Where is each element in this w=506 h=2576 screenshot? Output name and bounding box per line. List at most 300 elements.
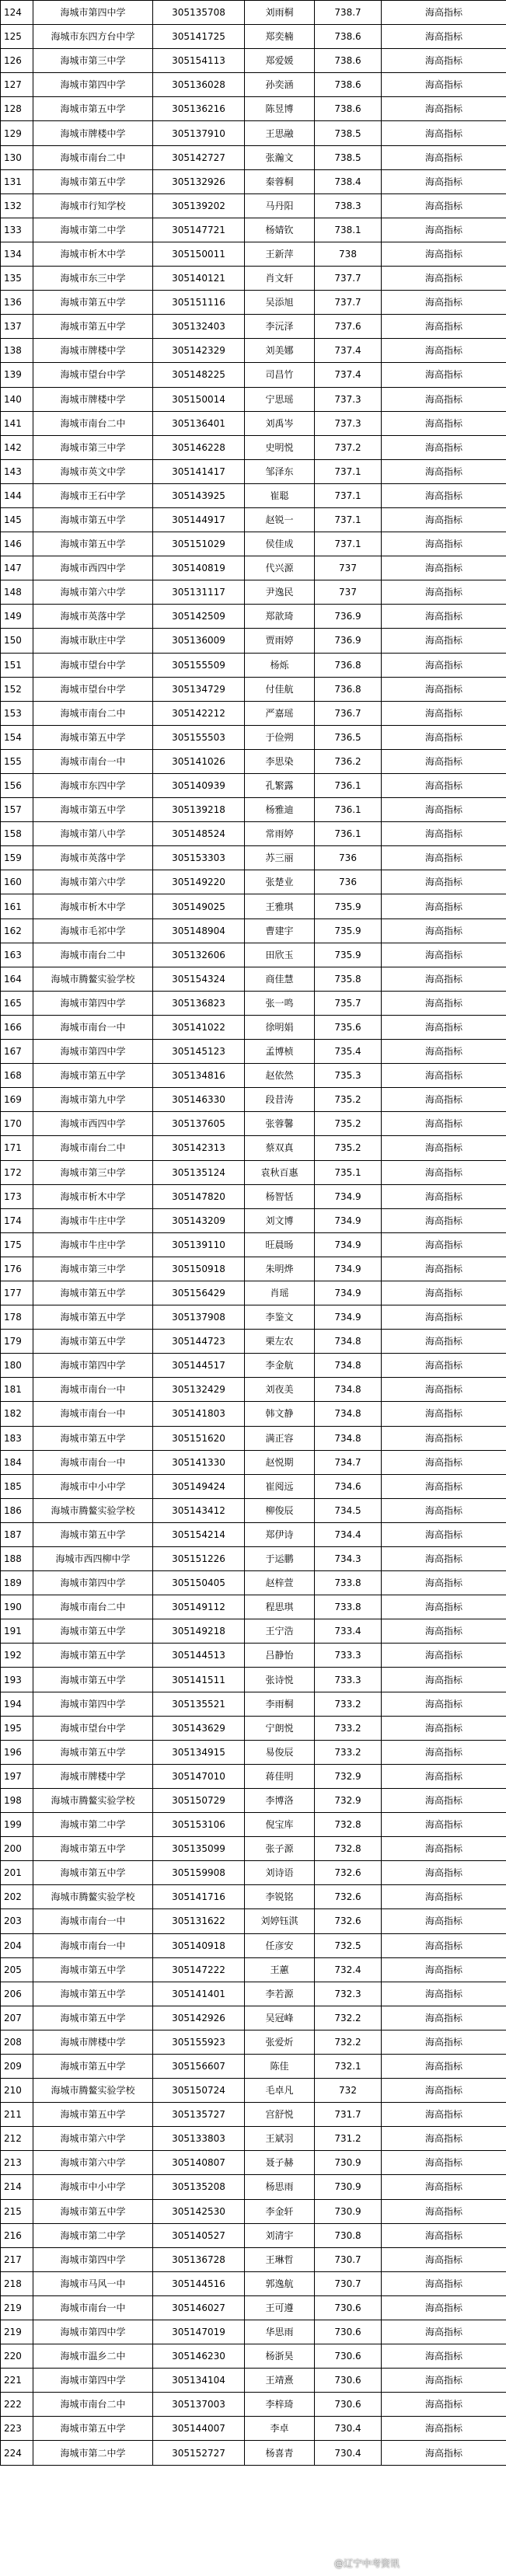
rank-cell: 195 (1, 1716, 33, 1740)
admission-type-cell: 海高指标 (382, 1354, 506, 1378)
rank-cell: 188 (1, 1547, 33, 1571)
exam-id-cell: 305151029 (153, 532, 245, 556)
exam-id-cell: 305131622 (153, 1909, 245, 1933)
table-row (1, 1909, 506, 1933)
exam-id-cell: 305149025 (153, 894, 245, 919)
student-name-cell: 刘诗语 (245, 1861, 315, 1885)
exam-id-cell: 305137910 (153, 121, 245, 145)
admission-type-cell: 海高指标 (382, 1184, 506, 1208)
admission-type-cell: 海高指标 (382, 1788, 506, 1812)
student-name-cell: 刘婷钰淇 (245, 1909, 315, 1933)
exam-id-cell: 305155509 (153, 653, 245, 677)
student-name-cell: 张子源 (245, 1837, 315, 1861)
student-name-cell: 毛卓凡 (245, 2079, 315, 2103)
admission-type-cell: 海高指标 (382, 1426, 506, 1450)
student-name-cell: 郑歆琦 (245, 605, 315, 629)
school-cell: 海城市南台二中 (33, 411, 153, 435)
exam-id-cell: 305141022 (153, 1015, 245, 1039)
admission-type-cell: 海高指标 (382, 1160, 506, 1184)
score-cell: 733.3 (315, 1644, 382, 1668)
exam-id-cell: 305140819 (153, 556, 245, 580)
admission-type-cell: 海高指标 (382, 483, 506, 507)
rank-cell: 141 (1, 411, 33, 435)
table-row (1, 846, 506, 870)
score-cell: 733.2 (315, 1740, 382, 1764)
score-cell: 730.6 (315, 2295, 382, 2320)
school-cell: 海城市第五中学 (33, 2054, 153, 2078)
rank-cell: 217 (1, 2247, 33, 2271)
student-name-cell: 李鉴文 (245, 1305, 315, 1330)
admission-type-cell: 海高指标 (382, 1330, 506, 1354)
rank-cell: 207 (1, 2006, 33, 2030)
table-row (1, 2006, 506, 2030)
score-cell: 734.8 (315, 1426, 382, 1450)
admission-type-cell: 海高指标 (382, 1644, 506, 1668)
exam-id-cell: 305141725 (153, 25, 245, 49)
student-name-cell: 杨智恬 (245, 1184, 315, 1208)
school-cell: 海城市第五中学 (33, 2199, 153, 2223)
school-cell: 海城市第五中学 (33, 1330, 153, 1354)
table-row (1, 1, 506, 25)
table-row (1, 2417, 506, 2441)
score-cell: 731.2 (315, 2127, 382, 2151)
admission-type-cell: 海高指标 (382, 1619, 506, 1644)
exam-id-cell: 305146230 (153, 2344, 245, 2369)
admission-type-cell: 海高指标 (382, 1547, 506, 1571)
admission-type-cell: 海高指标 (382, 1136, 506, 1160)
exam-id-cell: 305136823 (153, 991, 245, 1015)
school-cell: 海城市南台二中 (33, 701, 153, 725)
rank-cell: 186 (1, 1498, 33, 1522)
table-row (1, 2295, 506, 2320)
exam-id-cell: 305135521 (153, 1692, 245, 1716)
admission-type-cell: 海高指标 (382, 1595, 506, 1619)
table-row (1, 1474, 506, 1498)
rank-cell: 126 (1, 49, 33, 73)
score-cell: 730.6 (315, 2369, 382, 2393)
student-name-cell: 陈佳 (245, 2054, 315, 2078)
table-row (1, 169, 506, 193)
rank-cell: 202 (1, 1885, 33, 1909)
school-cell: 海城市英文中学 (33, 459, 153, 483)
table-row (1, 629, 506, 653)
school-cell: 海城市腾鳌实验学校 (33, 1788, 153, 1812)
rank-cell: 210 (1, 2079, 33, 2103)
rank-cell: 191 (1, 1619, 33, 1644)
rank-cell: 166 (1, 1015, 33, 1039)
exam-id-cell: 305146228 (153, 435, 245, 459)
school-cell: 海城市英落中学 (33, 846, 153, 870)
student-name-cell: 王靖熹 (245, 2369, 315, 2393)
admission-type-cell: 海高指标 (382, 2441, 506, 2465)
score-cell: 732.3 (315, 1982, 382, 2006)
school-cell: 海城市行知学校 (33, 193, 153, 218)
admission-type-cell: 海高指标 (382, 2417, 506, 2441)
score-cell: 734.7 (315, 1450, 382, 1474)
score-cell: 732.6 (315, 1861, 382, 1885)
score-cell: 733.3 (315, 1668, 382, 1692)
admission-type-cell: 海高指标 (382, 2103, 506, 2127)
student-name-cell: 柳俊辰 (245, 1498, 315, 1522)
score-cell: 730.9 (315, 2175, 382, 2199)
student-name-cell: 李梓琦 (245, 2393, 315, 2417)
table-row (1, 919, 506, 943)
admission-type-cell: 海高指标 (382, 1692, 506, 1716)
rank-cell: 169 (1, 1088, 33, 1112)
exam-id-cell: 305132429 (153, 1378, 245, 1402)
student-name-cell: 吕静怡 (245, 1644, 315, 1668)
rank-cell: 208 (1, 2030, 33, 2054)
student-name-cell: 邹泽东 (245, 459, 315, 483)
exam-id-cell: 305140807 (153, 2151, 245, 2175)
exam-id-cell: 305139110 (153, 1232, 245, 1257)
score-cell: 733.8 (315, 1571, 382, 1595)
table-row (1, 1571, 506, 1595)
score-cell: 734.8 (315, 1330, 382, 1354)
score-cell: 737 (315, 556, 382, 580)
rank-cell: 203 (1, 1909, 33, 1933)
school-cell: 海城市第六中学 (33, 2127, 153, 2151)
score-cell: 737.7 (315, 267, 382, 291)
student-name-cell: 崔阅远 (245, 1474, 315, 1498)
student-name-cell: 肖瑶 (245, 1281, 315, 1305)
student-name-cell: 孟博桢 (245, 1040, 315, 1064)
school-cell: 海城市第五中学 (33, 725, 153, 749)
score-cell: 732.8 (315, 1813, 382, 1837)
table-row (1, 1982, 506, 2006)
school-cell: 海城市南台一中 (33, 1450, 153, 1474)
school-cell: 海城市南台二中 (33, 2393, 153, 2417)
table-row (1, 725, 506, 749)
rank-cell: 160 (1, 870, 33, 894)
score-cell: 735.2 (315, 1088, 382, 1112)
rank-cell: 138 (1, 339, 33, 363)
score-cell: 737.1 (315, 483, 382, 507)
exam-id-cell: 305149218 (153, 1619, 245, 1644)
table-row (1, 1813, 506, 1837)
school-cell: 海城市第五中学 (33, 1668, 153, 1692)
exam-id-cell: 305155923 (153, 2030, 245, 2054)
student-name-cell: 赵悦期 (245, 1450, 315, 1474)
table-row (1, 411, 506, 435)
table-row (1, 387, 506, 411)
score-cell: 736.8 (315, 653, 382, 677)
score-cell: 732.2 (315, 2006, 382, 2030)
exam-id-cell: 305142509 (153, 605, 245, 629)
admission-type-cell: 海高指标 (382, 1498, 506, 1522)
school-cell: 海城市第三中学 (33, 1257, 153, 1281)
admission-type-cell: 海高指标 (382, 2344, 506, 2369)
rank-cell: 179 (1, 1330, 33, 1354)
exam-id-cell: 305149424 (153, 1474, 245, 1498)
rank-cell: 194 (1, 1692, 33, 1716)
score-cell: 734.8 (315, 1354, 382, 1378)
rank-cell: 154 (1, 725, 33, 749)
school-cell: 海城市牌楼中学 (33, 2030, 153, 2054)
exam-id-cell: 305142212 (153, 701, 245, 725)
score-cell: 734.9 (315, 1257, 382, 1281)
school-cell: 海城市南台一中 (33, 2295, 153, 2320)
student-name-cell: 满正容 (245, 1426, 315, 1450)
table-row (1, 459, 506, 483)
school-cell: 海城市第五中学 (33, 1281, 153, 1305)
table-row (1, 556, 506, 580)
exam-id-cell: 305137605 (153, 1112, 245, 1136)
score-cell: 735.2 (315, 1136, 382, 1160)
table-row (1, 1136, 506, 1160)
exam-id-cell: 305150918 (153, 1257, 245, 1281)
school-cell: 海城市第五中学 (33, 2006, 153, 2030)
table-row (1, 1861, 506, 1885)
student-name-cell: 吴冠峰 (245, 2006, 315, 2030)
score-cell: 737.1 (315, 459, 382, 483)
table-row (1, 1112, 506, 1136)
rank-cell: 145 (1, 507, 33, 532)
score-cell: 738.7 (315, 1, 382, 25)
exam-id-cell: 305137003 (153, 2393, 245, 2417)
exam-id-cell: 305142727 (153, 145, 245, 169)
admission-type-cell: 海高指标 (382, 1474, 506, 1498)
score-cell: 730.4 (315, 2417, 382, 2441)
exam-id-cell: 305132403 (153, 315, 245, 339)
student-name-cell: 吴添旭 (245, 291, 315, 315)
exam-id-cell: 305147222 (153, 1957, 245, 1982)
score-cell: 730.7 (315, 2271, 382, 2295)
exam-id-cell: 305142329 (153, 339, 245, 363)
exam-id-cell: 305148225 (153, 363, 245, 387)
admission-type-cell: 海高指标 (382, 1, 506, 25)
exam-id-cell: 305148524 (153, 822, 245, 846)
score-cell: 734.9 (315, 1184, 382, 1208)
school-cell: 海城市第八中学 (33, 822, 153, 846)
admission-type-cell: 海高指标 (382, 2369, 506, 2393)
admission-type-cell: 海高指标 (382, 2127, 506, 2151)
student-name-cell: 李卓 (245, 2417, 315, 2441)
table-row (1, 1402, 506, 1426)
table-row (1, 2247, 506, 2271)
table-row (1, 25, 506, 49)
table-row (1, 1837, 506, 1861)
rank-cell: 176 (1, 1257, 33, 1281)
score-cell: 735.8 (315, 967, 382, 991)
table-row (1, 532, 506, 556)
school-cell: 海城市第四中学 (33, 2247, 153, 2271)
rank-cell: 153 (1, 701, 33, 725)
rank-cell: 155 (1, 749, 33, 773)
rank-cell: 219 (1, 2320, 33, 2344)
student-name-cell: 易俊辰 (245, 1740, 315, 1764)
school-cell: 海城市第五中学 (33, 1426, 153, 1450)
admission-type-cell: 海高指标 (382, 2271, 506, 2295)
school-cell: 海城市腾鳌实验学校 (33, 1498, 153, 1522)
table-row (1, 1064, 506, 1088)
school-cell: 海城市南台一中 (33, 1909, 153, 1933)
rank-cell: 124 (1, 1, 33, 25)
school-cell: 海城市南台一中 (33, 1015, 153, 1039)
admission-type-cell: 海高指标 (382, 1764, 506, 1788)
table-row (1, 870, 506, 894)
exam-id-cell: 305135124 (153, 1160, 245, 1184)
score-cell: 738.3 (315, 193, 382, 218)
exam-id-cell: 305141026 (153, 749, 245, 773)
table-row (1, 1595, 506, 1619)
admission-type-cell: 海高指标 (382, 73, 506, 97)
admission-type-cell: 海高指标 (382, 1064, 506, 1088)
rank-cell: 196 (1, 1740, 33, 1764)
score-cell: 735.1 (315, 1160, 382, 1184)
admission-type-cell: 海高指标 (382, 169, 506, 193)
table-row (1, 1208, 506, 1232)
table-row (1, 1619, 506, 1644)
rank-cell: 209 (1, 2054, 33, 2078)
school-cell: 海城市英落中学 (33, 605, 153, 629)
school-cell: 海城市第五中学 (33, 532, 153, 556)
rank-cell: 129 (1, 121, 33, 145)
school-cell: 海城市第五中学 (33, 1644, 153, 1668)
school-cell: 海城市南台一中 (33, 749, 153, 773)
table-row (1, 2369, 506, 2393)
rank-cell: 223 (1, 2417, 33, 2441)
school-cell: 海城市中小中学 (33, 1474, 153, 1498)
score-cell: 736 (315, 846, 382, 870)
admission-type-cell: 海高指标 (382, 2320, 506, 2344)
student-name-cell: 韩文静 (245, 1402, 315, 1426)
student-name-cell: 陈昱博 (245, 97, 315, 121)
table-row (1, 1088, 506, 1112)
student-name-cell: 王雅琪 (245, 894, 315, 919)
score-cell: 738.6 (315, 25, 382, 49)
score-cell: 736.9 (315, 629, 382, 653)
school-cell: 海城市中小中学 (33, 2175, 153, 2199)
table-row (1, 49, 506, 73)
school-cell: 海城市第五中学 (33, 798, 153, 822)
table-row (1, 1232, 506, 1257)
student-name-cell: 蒋佳明 (245, 1764, 315, 1788)
table-row (1, 2320, 506, 2344)
school-cell: 海城市腾鳌实验学校 (33, 967, 153, 991)
school-cell: 海城市第九中学 (33, 1088, 153, 1112)
school-cell: 海城市第五中学 (33, 2417, 153, 2441)
school-cell: 海城市第五中学 (33, 1522, 153, 1546)
school-cell: 海城市析木中学 (33, 894, 153, 919)
rank-cell: 132 (1, 193, 33, 218)
table-row (1, 193, 506, 218)
student-name-cell: 张一鸣 (245, 991, 315, 1015)
score-cell: 730.7 (315, 2247, 382, 2271)
exam-id-cell: 305153106 (153, 1813, 245, 1837)
student-name-cell: 李金轩 (245, 2199, 315, 2223)
school-cell: 海城市第二中学 (33, 1813, 153, 1837)
student-name-cell: 蔡双真 (245, 1136, 315, 1160)
table-row (1, 943, 506, 967)
rank-cell: 197 (1, 1764, 33, 1788)
score-cell: 736.1 (315, 774, 382, 798)
table-row (1, 2441, 506, 2465)
school-cell: 海城市第三中学 (33, 1160, 153, 1184)
table-row (1, 97, 506, 121)
school-cell: 海城市第五中学 (33, 1619, 153, 1644)
school-cell: 海城市腾鳌实验学校 (33, 2079, 153, 2103)
rank-cell: 148 (1, 580, 33, 605)
table-row (1, 991, 506, 1015)
exam-id-cell: 305151226 (153, 1547, 245, 1571)
rank-cell: 177 (1, 1281, 33, 1305)
admission-type-cell: 海高指标 (382, 774, 506, 798)
table-row (1, 1498, 506, 1522)
school-cell: 海城市第五中学 (33, 507, 153, 532)
score-cell: 734.9 (315, 1305, 382, 1330)
table-row (1, 1330, 506, 1354)
score-cell: 735.4 (315, 1040, 382, 1064)
score-cell: 736 (315, 870, 382, 894)
admission-type-cell: 海高指标 (382, 1112, 506, 1136)
exam-id-cell: 305141511 (153, 1668, 245, 1692)
admission-type-cell: 海高指标 (382, 2054, 506, 2078)
school-cell: 海城市温乡二中 (33, 2344, 153, 2369)
student-name-cell: 王宁浩 (245, 1619, 315, 1644)
score-cell: 732.9 (315, 1764, 382, 1788)
student-name-cell: 宁朗悦 (245, 1716, 315, 1740)
table-row (1, 218, 506, 242)
student-name-cell: 田欣玉 (245, 943, 315, 967)
exam-id-cell: 305159908 (153, 1861, 245, 1885)
rank-cell: 220 (1, 2344, 33, 2369)
score-cell: 730.6 (315, 2393, 382, 2417)
rank-cell: 170 (1, 1112, 33, 1136)
exam-id-cell: 305144723 (153, 1330, 245, 1354)
table-row (1, 1885, 506, 1909)
watermark: @辽宁中考资讯 (334, 2558, 400, 2569)
admission-type-cell: 海高指标 (382, 2393, 506, 2417)
exam-id-cell: 305136009 (153, 629, 245, 653)
rank-cell: 136 (1, 291, 33, 315)
student-name-cell: 杨思雨 (245, 2175, 315, 2199)
exam-id-cell: 305142530 (153, 2199, 245, 2223)
school-cell: 海城市第五中学 (33, 2103, 153, 2127)
school-cell: 海城市腾鳌实验学校 (33, 1885, 153, 1909)
rank-cell: 181 (1, 1378, 33, 1402)
student-name-cell: 郑伊诗 (245, 1522, 315, 1546)
rank-cell: 219 (1, 2295, 33, 2320)
score-cell: 735.9 (315, 894, 382, 919)
admission-type-cell: 海高指标 (382, 1837, 506, 1861)
student-name-cell: 张瀚文 (245, 145, 315, 169)
score-cell: 738.6 (315, 97, 382, 121)
rank-cell: 178 (1, 1305, 33, 1330)
student-name-cell: 段昔涛 (245, 1088, 315, 1112)
table-row (1, 798, 506, 822)
admission-type-cell: 海高指标 (382, 943, 506, 967)
exam-id-cell: 305146027 (153, 2295, 245, 2320)
admission-type-cell: 海高指标 (382, 387, 506, 411)
school-cell: 海城市南台二中 (33, 943, 153, 967)
rank-cell: 224 (1, 2441, 33, 2465)
score-cell: 736.9 (315, 605, 382, 629)
rank-cell: 167 (1, 1040, 33, 1064)
exam-id-cell: 305136401 (153, 411, 245, 435)
school-cell: 海城市析木中学 (33, 1184, 153, 1208)
exam-id-cell: 305151116 (153, 291, 245, 315)
rank-cell: 215 (1, 2199, 33, 2223)
rank-cell: 149 (1, 605, 33, 629)
exam-id-cell: 305132926 (153, 169, 245, 193)
admission-type-cell: 海高指标 (382, 1281, 506, 1305)
exam-id-cell: 305136728 (153, 2247, 245, 2271)
admission-type-cell: 海高指标 (382, 629, 506, 653)
school-cell: 海城市第二中学 (33, 2441, 153, 2465)
rank-cell: 143 (1, 459, 33, 483)
table-row (1, 435, 506, 459)
